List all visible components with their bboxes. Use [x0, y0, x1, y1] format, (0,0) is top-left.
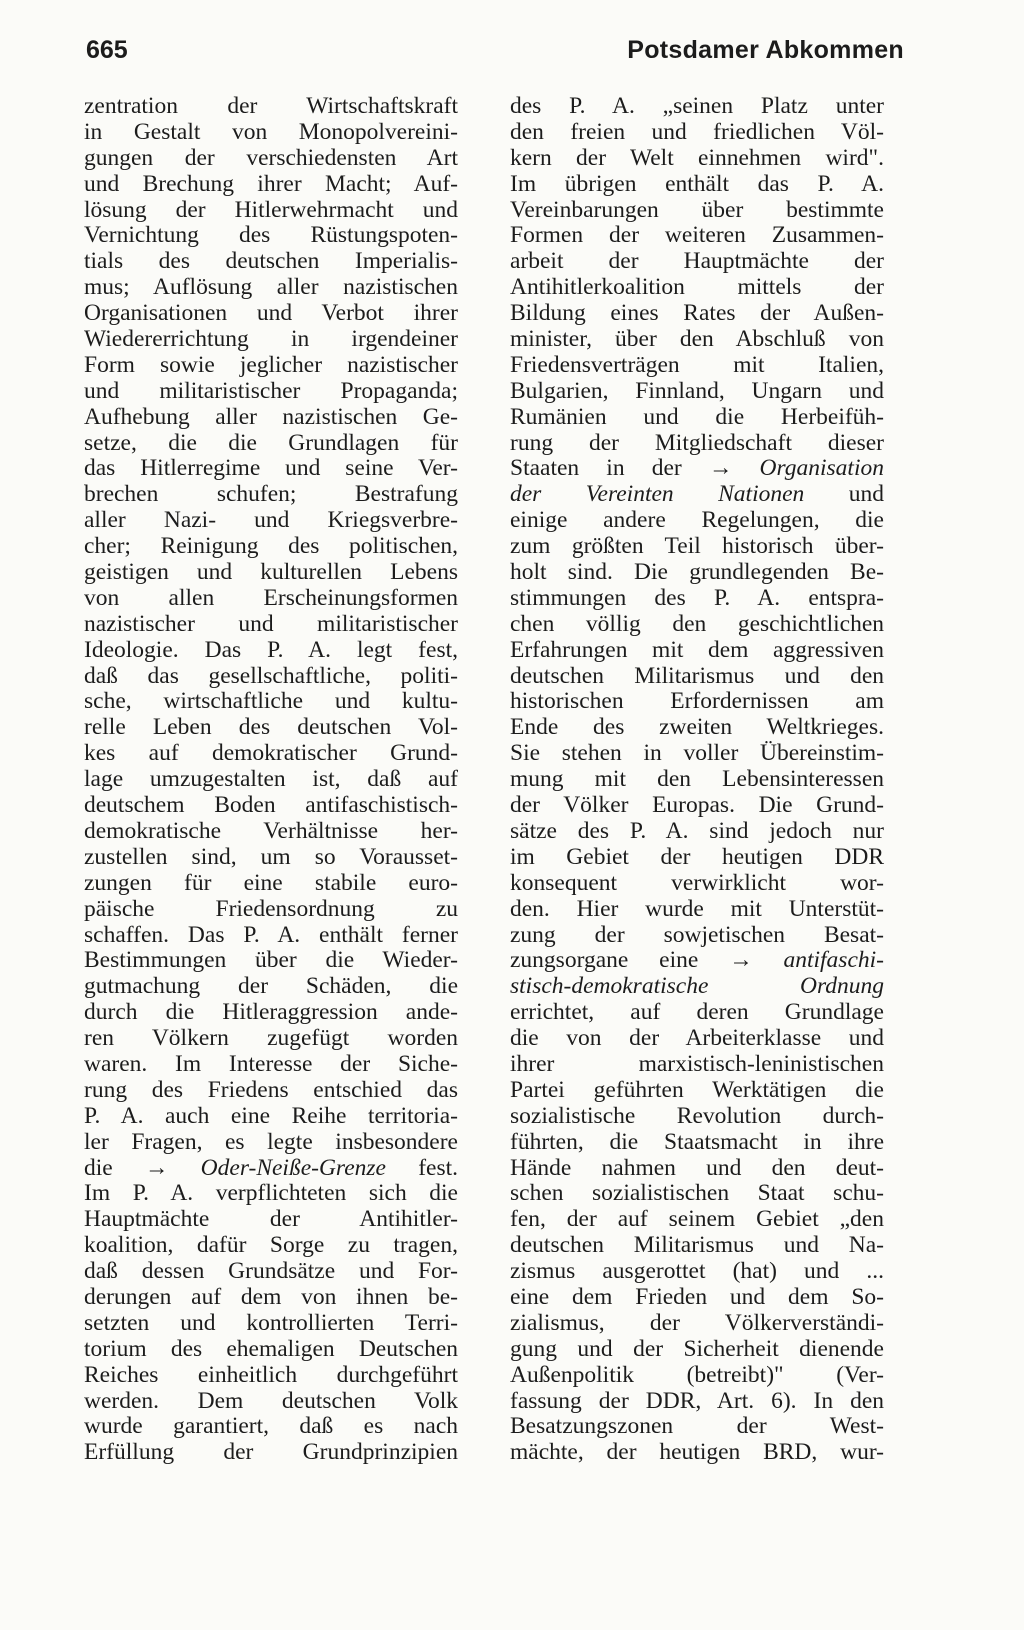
text-line-mixed [84, 1156, 458, 1182]
text-line: päische Friedensordnung zu [84, 895, 458, 922]
text-line: relle Leben des deutschen Vol- [84, 714, 458, 741]
text-line: koalition, dafür Sorge zu tragen, [84, 1232, 458, 1259]
text-line: derungen auf dem von ihnen be- [84, 1283, 458, 1310]
text-line: und Brechung ihrer Macht; Auf- [84, 170, 458, 197]
text-line: Erfahrungen mit dem aggressiven [510, 636, 884, 663]
text-line: waren. Im Interesse der Siche- [84, 1050, 458, 1077]
text-fragment: die → [84, 1154, 201, 1181]
text-line: Ideologie. Das P. A. legt fest, [84, 636, 458, 663]
text-line: Bestimmungen über die Wieder- [84, 947, 458, 974]
text-line: zum größten Teil historisch über- [510, 533, 884, 560]
text-line: daß das gesellschaftliche, politi- [84, 662, 458, 689]
text-line: Organisationen und Verbot ihrer [84, 300, 458, 327]
text-fragment: zungsorgane eine → [510, 947, 784, 974]
text-line: Partei geführten Werktätigen die [510, 1076, 884, 1103]
text-line-mixed [510, 974, 884, 1000]
text-line: von allen Erscheinungsformen [84, 584, 458, 611]
text-line: ren Völkern zugefügt worden [84, 1025, 458, 1052]
left-column [84, 94, 458, 1466]
text-line: ihrer marxistisch-leninistischen [510, 1050, 884, 1077]
text-line: Vernichtung des Rüstungspoten- [84, 222, 458, 249]
text-line: Im P. A. verpflichteten sich die [84, 1180, 458, 1207]
text-line: der Völker Europas. Die Grund- [510, 792, 884, 819]
text-line: gung und der Sicherheit dienende [510, 1335, 884, 1362]
text-line-mixed [510, 948, 884, 974]
text-line: in Gestalt von Monopolvereini- [84, 118, 458, 145]
text-line: zungen für eine stabile euro- [84, 869, 458, 896]
text-line: konsequent verwirklicht wor- [510, 869, 884, 896]
text-line: historischen Erfordernissen am [510, 688, 884, 715]
text-line: aller Nazi- und Kriegsverbre- [84, 507, 458, 534]
text-line: deutschen Militarismus und Na- [510, 1232, 884, 1259]
text-line: demokratische Verhältnisse her- [84, 817, 458, 844]
cross-reference-antifaschistisch[interactable]: antifaschi- [783, 947, 884, 974]
text-line: stimmungen des P. A. entspra- [510, 584, 884, 611]
text-line: nazistischer und militaristischer [84, 610, 458, 637]
text-line: sozialistische Revolution durch- [510, 1102, 884, 1129]
text-line: Erfüllung der Grundprinzipien [84, 1439, 458, 1466]
text-line: ler Fragen, es legte insbesondere [84, 1128, 458, 1155]
text-line: gutmachung der Schäden, die [84, 973, 458, 1000]
text-line: chen völlig den geschichtlichen [510, 610, 884, 637]
cross-reference-antifaschistisch-cont[interactable]: stisch-demokratische Ordnung [510, 973, 884, 1000]
text-line: Ende des zweiten Weltkrieges. [510, 714, 884, 741]
text-line: tials des deutschen Imperialis- [84, 248, 458, 275]
text-line: sätze des P. A. sind jedoch nur [510, 817, 884, 844]
text-line: Vereinbarungen über bestimmte [510, 196, 884, 223]
text-line: errichtet, auf deren Grundlage [510, 999, 884, 1026]
cross-reference-vereinte-nationen[interactable]: der Vereinten Nationen [510, 481, 805, 508]
text-line: rung der Mitgliedschaft dieser [510, 429, 884, 456]
text-line: lage umzugestalten ist, daß auf [84, 766, 458, 793]
page-header [86, 36, 904, 76]
text-line: Hauptmächte der Antihitler- [84, 1206, 458, 1233]
text-line: Wiedererrichtung in irgendeiner [84, 326, 458, 353]
text-line: zialismus, der Völkerverständi- [510, 1309, 884, 1336]
text-line: Aufhebung aller nazistischen Ge- [84, 403, 458, 430]
text-line: kes auf demokratischer Grund- [84, 740, 458, 767]
text-line: schen sozialistischen Staat schu- [510, 1180, 884, 1207]
text-line: führten, die Staatsmacht in ihre [510, 1128, 884, 1155]
text-line: zung der sowjetischen Besat- [510, 921, 884, 948]
page-number: 665 [86, 36, 128, 64]
text-line: schaffen. Das P. A. enthält ferner [84, 921, 458, 948]
text-line: Bildung eines Rates der Außen- [510, 300, 884, 327]
text-line: durch die Hitleraggression ande- [84, 999, 458, 1026]
text-line: P. A. auch eine Reihe territoria- [84, 1102, 458, 1129]
text-line: Friedensverträgen mit Italien, [510, 351, 884, 378]
text-line: Rumänien und die Herbeifüh- [510, 403, 884, 430]
text-line: die von der Arbeiterklasse und [510, 1025, 884, 1052]
text-line: Antihitlerkoalition mittels der [510, 274, 884, 301]
text-line: lösung der Hitlerwehrmacht und [84, 196, 458, 223]
running-head: Potsdamer Abkommen [627, 36, 904, 64]
text-line: arbeit der Hauptmächte der [510, 248, 884, 275]
text-line: mächte, der heutigen BRD, wur- [510, 1439, 884, 1466]
text-line: Außenpolitik (betreibt)" (Ver- [510, 1361, 884, 1388]
text-line: Sie stehen in voller Übereinstim- [510, 740, 884, 767]
text-line: brechen schufen; Bestrafung [84, 481, 458, 508]
text-line: das Hitlerregime und seine Ver- [84, 455, 458, 482]
text-line: Hände nahmen und den deut- [510, 1154, 884, 1181]
cross-reference-organisation[interactable]: Organisation [759, 455, 884, 482]
text-line: setzten und kontrollierten Terri- [84, 1309, 458, 1336]
text-line: zentration der Wirtschaftskraft [84, 93, 458, 119]
text-line: Reiches einheitlich durchgeführt [84, 1361, 458, 1388]
text-line: Im übrigen enthält das P. A. [510, 170, 884, 197]
text-line-mixed [510, 456, 884, 482]
text-line: holt sind. Die grundlegenden Be- [510, 559, 884, 586]
text-line: cher; Reinigung des politischen, [84, 533, 458, 560]
text-fragment: und [804, 481, 884, 508]
text-line: daß dessen Grundsätze und For- [84, 1258, 458, 1285]
text-fragment: Staaten in der → [510, 455, 760, 482]
text-line: den freien und friedlichen Völ- [510, 118, 884, 145]
text-line: Form sowie jeglicher nazistischer [84, 351, 458, 378]
text-line: Besatzungszonen der West- [510, 1413, 884, 1440]
text-line: werden. Dem deutschen Volk [84, 1387, 458, 1414]
text-line: Formen der weiteren Zusammen- [510, 222, 884, 249]
right-column [510, 94, 884, 1466]
text-line-mixed [510, 482, 884, 508]
text-line: deutschem Boden antifaschistisch- [84, 792, 458, 819]
text-line: des P. A. „seinen Platz unter [510, 93, 884, 119]
text-line: fassung der DDR, Art. 6). In den [510, 1387, 884, 1414]
text-line: wurde garantiert, daß es nach [84, 1413, 458, 1440]
text-line: torium des ehemaligen Deutschen [84, 1335, 458, 1362]
text-line: zismus ausgerottet (hat) und ... [510, 1258, 884, 1285]
text-line: mus; Auflösung aller nazistischen [84, 274, 458, 301]
text-line: zustellen sind, um so Vorausset- [84, 843, 458, 870]
text-line: minister, über den Abschluß von [510, 326, 884, 353]
text-line: mung mit den Lebensinteressen [510, 766, 884, 793]
text-line: rung des Friedens entschied das [84, 1076, 458, 1103]
cross-reference-oder-neisse-grenze[interactable]: Oder-Neiße-Grenze [200, 1154, 386, 1181]
text-line: fen, der auf seinem Gebiet „den [510, 1206, 884, 1233]
text-line: gungen der verschiedensten Art [84, 144, 458, 171]
text-line: einige andere Regelungen, die [510, 507, 884, 534]
text-fragment: fest. [385, 1154, 458, 1181]
text-line: setze, die die Grundlagen für [84, 429, 458, 456]
text-line: im Gebiet der heutigen DDR [510, 843, 884, 870]
text-line: eine dem Frieden und dem So- [510, 1283, 884, 1310]
text-line: den. Hier wurde mit Unterstüt- [510, 895, 884, 922]
text-line: sche, wirtschaftliche und kultu- [84, 688, 458, 715]
text-line: und militaristischer Propaganda; [84, 377, 458, 404]
text-line: geistigen und kulturellen Lebens [84, 559, 458, 586]
text-line: Bulgarien, Finnland, Ungarn und [510, 377, 884, 404]
text-line: kern der Welt einnehmen wird". [510, 144, 884, 171]
text-line: deutschen Militarismus und den [510, 662, 884, 689]
